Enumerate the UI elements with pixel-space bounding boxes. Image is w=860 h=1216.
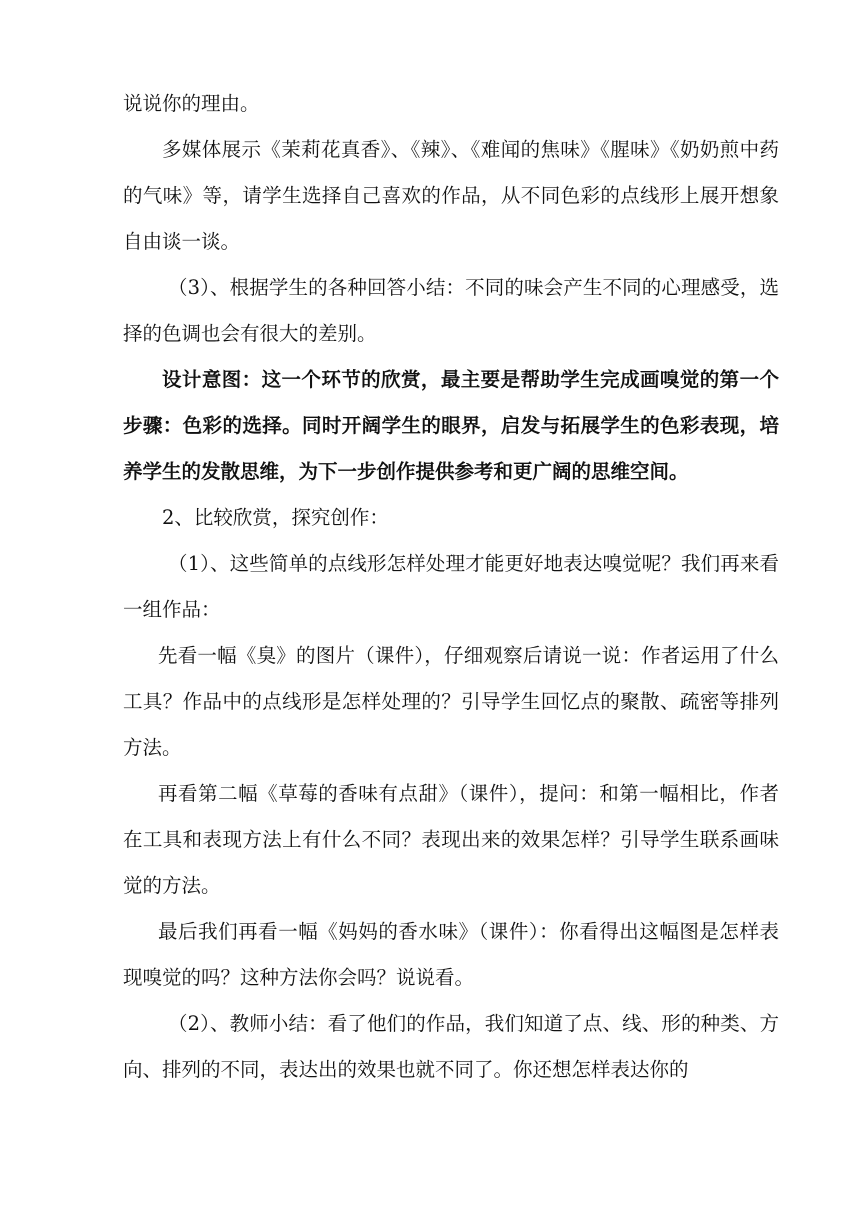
- paragraph-multimedia-display: 多媒体展示《茉莉花真香》、《辣》、《难闻的焦味》《腥味》《奶奶煎中药的气味》等，请学生选择自己喜欢的作品，从不同色彩的点线形上展开想象自由谈一谈。: [123, 138, 779, 253]
- paragraph-teacher-summary: （2）、教师小结：看了他们的作品，我们知道了点、线、形的种类、方向、排列的不同，表达出的效果也就不同了。你还想怎样表达你的: [123, 1012, 779, 1081]
- paragraph-design-intent: 设计意图：这一个环节的欣赏，最主要是帮助学生完成画嗅觉的第一个步骤：色彩的选择。同时开阔学生的眼界，启发与拓展学生的色彩表现，培养学生的发散思维，为下一步创作提供参考和更广阔的思维空间。: [123, 368, 779, 483]
- paragraph-summary-3: （3）、根据学生的各种回答小结：不同的味会产生不同的心理感受，选择的色调也会有很大的差别。: [123, 276, 779, 345]
- paragraph-third-artwork: 最后我们再看一幅《妈妈的香水味》（课件）：你看得出这幅图是怎样表现嗅觉的吗？这种方法你会吗？说说看。: [123, 920, 779, 989]
- document-body: [123, 81, 779, 1093]
- paragraph-first-artwork: 先看一幅《臭》的图片（课件），仔细观察后请说一说：作者运用了什么工具？作品中的点线形是怎样处理的？引导学生回忆点的聚散、疏密等排列方法。: [123, 644, 779, 759]
- paragraph-second-artwork: 再看第二幅《草莓的香味有点甜》（课件），提问：和第一幅相比，作者在工具和表现方法上有什么不同？表现出来的效果怎样？引导学生联系画味觉的方法。: [123, 782, 779, 897]
- paragraph-question-1: （1）、这些简单的点线形怎样处理才能更好地表达嗅觉呢？我们再来看一组作品：: [123, 552, 779, 621]
- section-heading-compare: 2、比较欣赏，探究创作：: [162, 506, 389, 529]
- paragraph-reason-continuation: 说说你的理由。: [123, 92, 260, 115]
